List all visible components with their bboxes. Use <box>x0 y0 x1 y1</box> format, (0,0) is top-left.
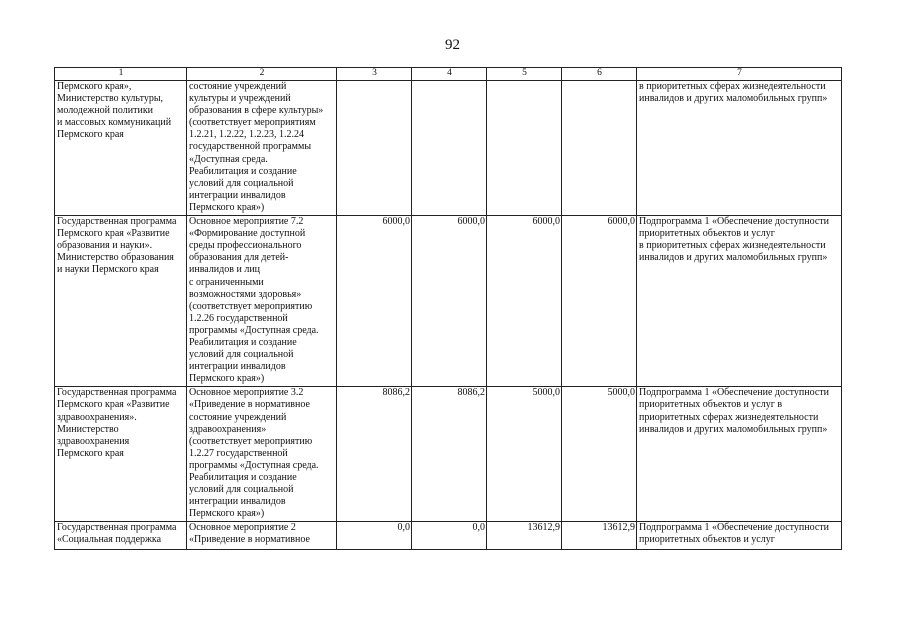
program-table <box>54 67 842 550</box>
header-cell-6: 6 <box>562 68 637 81</box>
value-cell-6: 13612,9 <box>562 522 637 550</box>
subprogram-cell: Подпрограмма 1 «Обеспечение доступности приоритетных объектов и услуг в приоритетных сферах жизнедеятельности инвалидов и других маломобильных групп» <box>637 387 842 522</box>
activity-cell: Основное мероприятие 2 «Приведение в нормативное <box>187 522 337 550</box>
header-row <box>55 68 842 81</box>
table-row <box>55 522 842 550</box>
value-cell-5: 6000,0 <box>487 216 562 387</box>
value-cell-5: 13612,9 <box>487 522 562 550</box>
program-cell: Пермского края», Министерство культуры, молодежной политики и массовых коммуникаций Пермского края <box>55 81 187 216</box>
value-cell-6: 5000,0 <box>562 387 637 522</box>
program-cell: Государственная программа Пермского края «Развитие образования и науки». Министерство образования и науки Пермского края <box>55 216 187 387</box>
header-cell-4: 4 <box>412 68 487 81</box>
program-cell: Государственная программа «Социальная поддержка <box>55 522 187 550</box>
subprogram-cell: Подпрограмма 1 «Обеспечение доступности приоритетных объектов и услуг в приоритетных сферах жизнедеятельности инвалидов и других маломобильных групп» <box>637 216 842 387</box>
page-number: 92 <box>445 37 460 53</box>
header-cell-5: 5 <box>487 68 562 81</box>
activity-cell: Основное мероприятие 3.2 «Приведение в нормативное состояние учреждений здравоохранения» (соответствует мероприятию 1.2.27 государственной программы «Доступная среда. Реабилитация и создание условий для социальной интеграции инвалидов Пермского края») <box>187 387 337 522</box>
table-row <box>55 387 842 522</box>
header-cell-7: 7 <box>637 68 842 81</box>
program-cell: Государственная программа Пермского края «Развитие здравоохранения». Министерство здравоохранения Пермского края <box>55 387 187 522</box>
value-cell-3: 8086,2 <box>337 387 412 522</box>
table-row <box>55 81 842 216</box>
value-cell-4: 0,0 <box>412 522 487 550</box>
value-cell-6: 6000,0 <box>562 216 637 387</box>
header-cell-3: 3 <box>337 68 412 81</box>
header-cell-1: 1 <box>55 68 187 81</box>
activity-cell: Основное мероприятие 7.2 «Формирование доступной среды профессионального образования для детей- инвалидов и лиц с ограниченными возможностями здоровья» (соответствует мероприятию 1.2.26 государственной программы «Доступная среда. Реабилитация и создание условий для социальной интеграции инвалидов Пермского края») <box>187 216 337 387</box>
activity-cell: состояние учреждений культуры и учреждений образования в сфере культуры» (соответствует мероприятиям 1.2.21, 1.2.22, 1.2.23, 1.2.24 государственной программы «Доступная среда. Реабилитация и создание условий для социальной интеграции инвалидов Пермского края») <box>187 81 337 216</box>
value-cell-5: 5000,0 <box>487 387 562 522</box>
value-cell-3: 0,0 <box>337 522 412 550</box>
value-cell-4 <box>412 81 487 216</box>
value-cell-3: 6000,0 <box>337 216 412 387</box>
value-cell-5 <box>487 81 562 216</box>
subprogram-cell: Подпрограмма 1 «Обеспечение доступности приоритетных объектов и услуг <box>637 522 842 550</box>
header-cell-2: 2 <box>187 68 337 81</box>
subprogram-cell: в приоритетных сферах жизнедеятельности инвалидов и других маломобильных групп» <box>637 81 842 216</box>
value-cell-4: 6000,0 <box>412 216 487 387</box>
value-cell-3 <box>337 81 412 216</box>
table-row <box>55 216 842 387</box>
value-cell-4: 8086,2 <box>412 387 487 522</box>
value-cell-6 <box>562 81 637 216</box>
